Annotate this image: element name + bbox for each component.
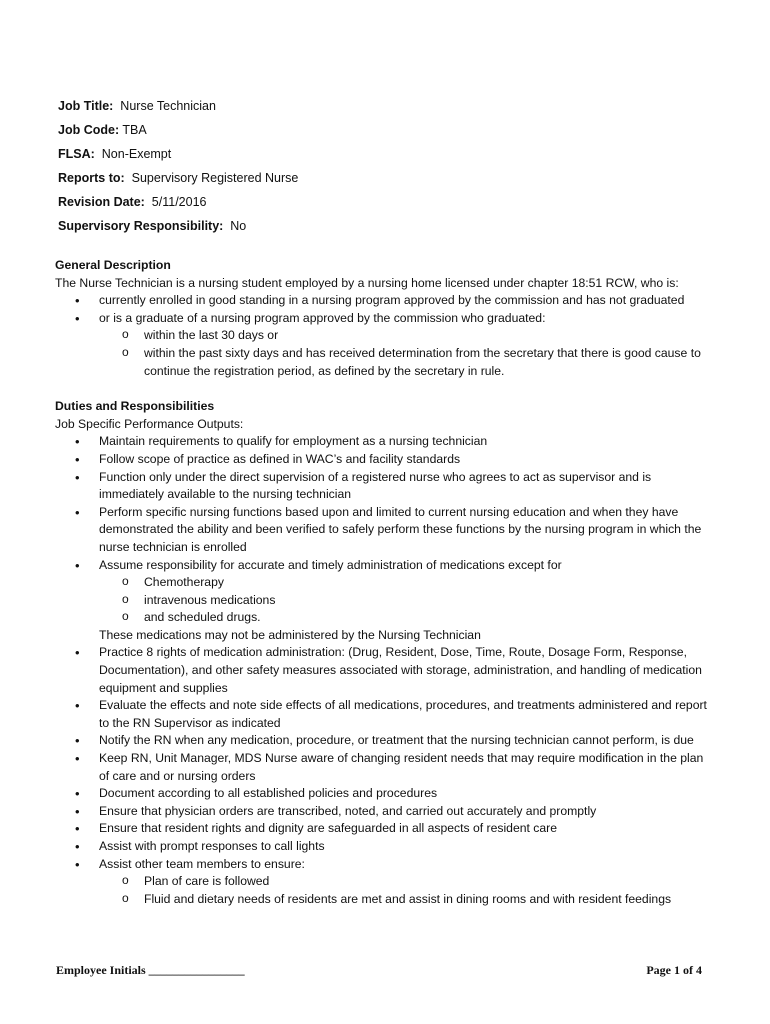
duties-bullet-list xyxy=(55,433,715,627)
meta-job-code: Job Code: TBA xyxy=(58,123,147,137)
list-item: • Assume responsibility for accurate and timely administration of medications except for o Chemotherapy o intravenous medications o and scheduled drugs. xyxy=(55,557,715,627)
list-item: • currently enrolled in good standing in a nursing program approved by the commission and has not graduated xyxy=(55,292,715,310)
document-body xyxy=(55,257,715,908)
general-sub-list xyxy=(99,327,715,380)
list-item: • Ensure that resident rights and dignity are safeguarded in all aspects of resident care xyxy=(55,820,715,838)
employee-initials: Employee Initials ________________ xyxy=(56,963,245,977)
medication-exception-list xyxy=(99,574,715,627)
duties-bullet-list-continued xyxy=(55,644,715,908)
list-item: o intravenous medications xyxy=(55,592,715,610)
meta-supervisory-responsibility: Supervisory Responsibility: No xyxy=(58,219,247,233)
general-bullet-list xyxy=(55,292,715,380)
list-item: o Plan of care is followed xyxy=(55,873,715,891)
list-item: • Maintain requirements to qualify for employment as a nursing technician xyxy=(55,433,715,451)
meta-revision-date: Revision Date: 5/11/2016 xyxy=(58,195,207,209)
list-item: o Chemotherapy xyxy=(55,574,715,592)
meta-flsa: FLSA: Non-Exempt xyxy=(58,147,172,161)
list-item: o within the past sixty days and has received determination from the secretary that there is good cause to continue the registration period, as defined by the secretary in rule. xyxy=(55,345,715,380)
list-item: • Assist other team members to ensure: o Plan of care is followed o Fluid and dietary needs of residents are met and assist in dining rooms and with resident feedings xyxy=(55,856,715,909)
list-item: • Practice 8 rights of medication administration: (Drug, Resident, Dose, Time, Route, Dosage Form, Response, Documentation), and other safety measures associated with storage, administration, and handling of medication equipment and supplies xyxy=(55,644,715,697)
list-item: • Perform specific nursing functions based upon and limited to current nursing education and when they have demonstrated the ability and been verified to safely perform these functions by the nursing program in which the nurse technician is enrolled xyxy=(55,504,715,557)
team-assist-list xyxy=(99,873,715,908)
list-item: • Follow scope of practice as defined in WAC’s and facility standards xyxy=(55,451,715,469)
general-description-heading: General Description xyxy=(55,258,171,272)
list-item: • Notify the RN when any medication, procedure, or treatment that the nursing technician cannot perform, is due xyxy=(55,732,715,750)
list-item: • Function only under the direct supervision of a registered nurse who agrees to act as supervisor and is immediately available to the nursing technician xyxy=(55,469,715,504)
page-number: Page 1 of 4 xyxy=(646,963,702,977)
list-item: • Ensure that physician orders are transcribed, noted, and carried out accurately and promptly xyxy=(55,803,715,821)
general-description-intro: The Nurse Technician is a nursing student employed by a nursing home licensed under chapter 18:51 RCW, who is: xyxy=(55,275,679,290)
job-meta xyxy=(58,97,298,241)
list-item: o and scheduled drugs. xyxy=(55,609,715,627)
medication-note: These medications may not be administered by the Nursing Technician xyxy=(99,627,481,642)
duties-intro: Job Specific Performance Outputs: xyxy=(55,416,244,431)
duties-heading: Duties and Responsibilities xyxy=(55,399,215,414)
list-item: o Fluid and dietary needs of residents are met and assist in dining rooms and with resident feedings xyxy=(55,891,715,909)
list-item: • Assist with prompt responses to call lights xyxy=(55,838,715,856)
meta-job-title: Job Title: Nurse Technician xyxy=(58,99,216,113)
list-item: • Document according to all established policies and procedures xyxy=(55,785,715,803)
list-item: o within the last 30 days or xyxy=(55,327,715,345)
list-item: • or is a graduate of a nursing program approved by the commission who graduated: o within the last 30 days or o within the past sixty days and has received determination from the secretary that there is good cause to continue the registration period, as defined by the secretary in rule. xyxy=(55,310,715,380)
list-item: • Evaluate the effects and note side effects of all medications, procedures, and treatments administered and report to the RN Supervisor as indicated xyxy=(55,697,715,732)
list-item: • Keep RN, Unit Manager, MDS Nurse aware of changing resident needs that may require modification in the plan of care and or nursing orders xyxy=(55,750,715,785)
meta-reports-to: Reports to: Supervisory Registered Nurse xyxy=(58,171,299,185)
